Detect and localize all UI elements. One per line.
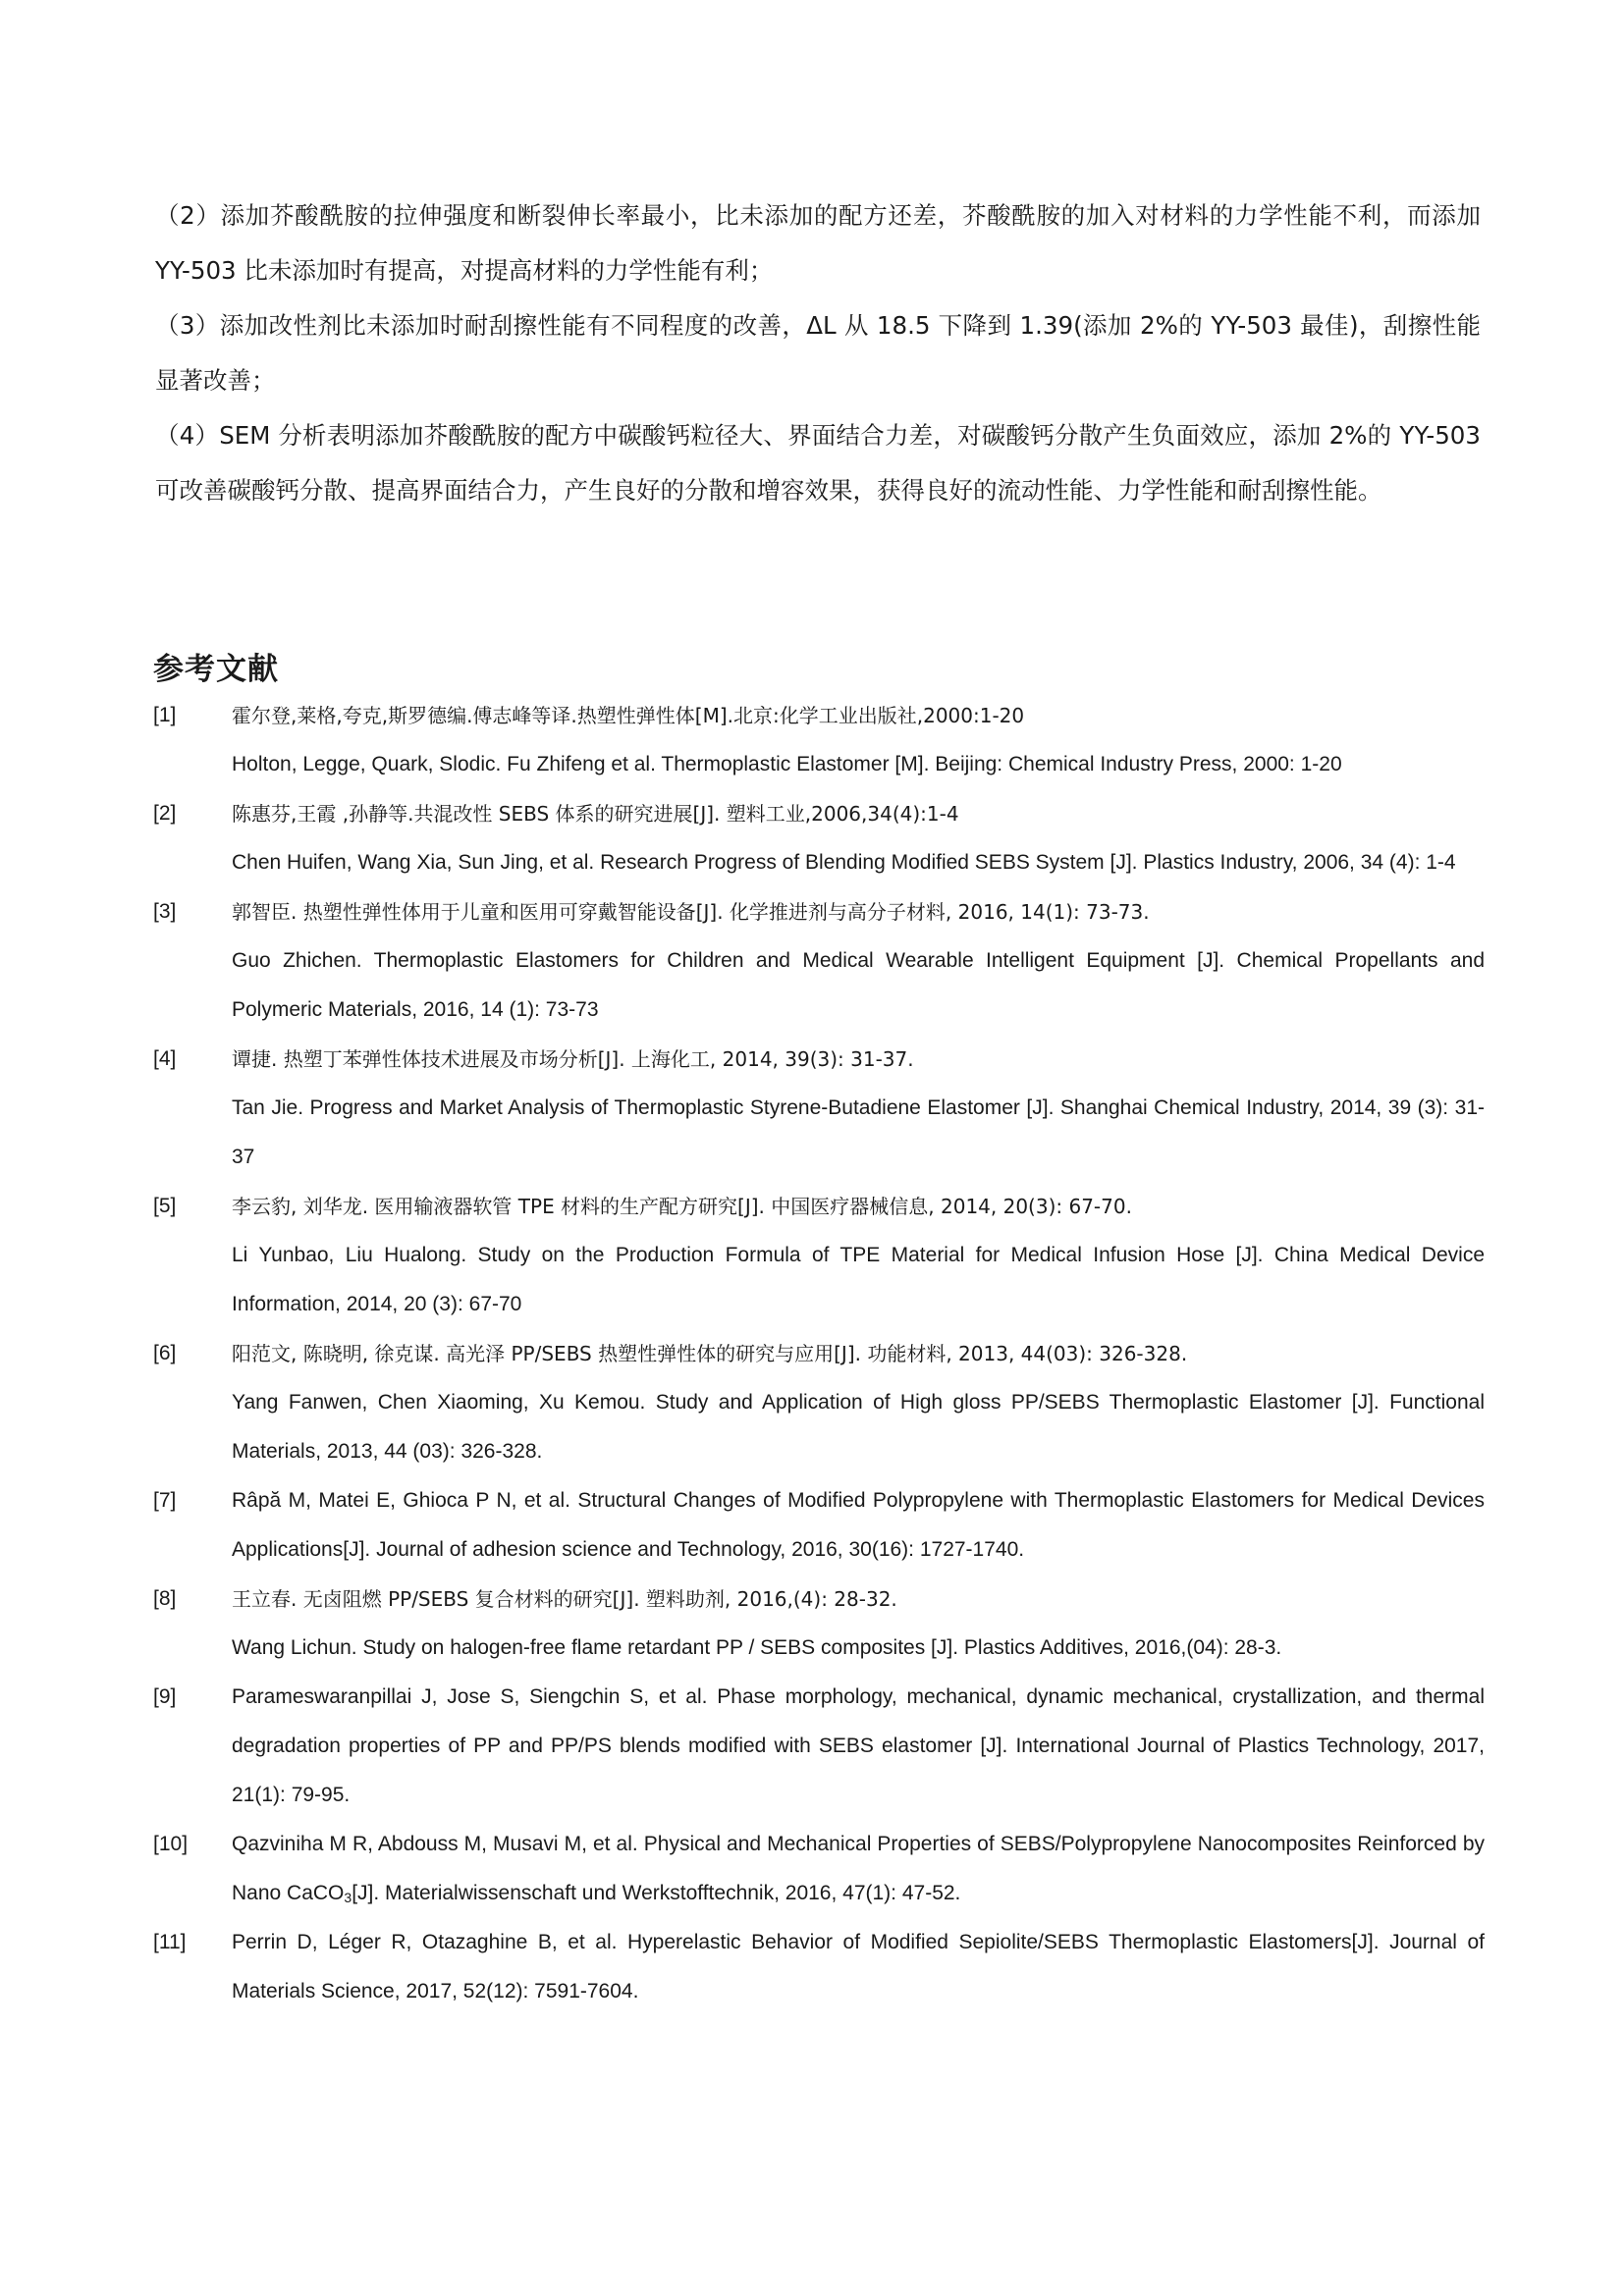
reference-en-main: Qazviniha M R, Abdouss M, Musavi M, et al. Physical and Mechanical Properties of SEBS/Polypropylene Nanocomposites Reinforced by Nano CaCO	[232, 1833, 1485, 1904]
conclusion-item-4: （4）SEM 分析表明添加芥酸酰胺的配方中碳酸钙粒径大、界面结合力差，对碳酸钙分散产生负面效应，添加 2%的 YY-503 可改善碳酸钙分散、提高界面结合力，产生良好的分散和增容效果，获得良好的流动性能、力学性能和耐刮擦性能。	[155, 421, 1481, 505]
reference-cn: 阳范文, 陈晓明, 徐克谋. 高光泽 PP/SEBS 热塑性弹性体的研究与应用[J]. 功能材料, 2013, 44(03): 326-328.	[232, 1342, 1188, 1365]
reference-item	[153, 1918, 1485, 2016]
reference-item	[153, 1329, 1485, 1476]
reference-number: [2]	[153, 802, 177, 825]
reference-en: Parameswaranpillai J, Jose S, Siengchin S, et al. Phase morphology, mechanical, dynamic mechanical, crystallization, and thermal degradation properties of PP and PP/PS blends modified with SEBS elastomer [J]. International Journal of Plastics Technology, 2017, 21(1): 79-95.	[232, 1685, 1485, 1806]
reference-item	[153, 1476, 1485, 1575]
reference-number: [5]	[153, 1195, 177, 1217]
reference-item	[153, 887, 1485, 1035]
reference-item	[153, 1035, 1485, 1182]
reference-item	[153, 1673, 1485, 1820]
reference-en: Tan Jie. Progress and Market Analysis of Thermoplastic Styrene-Butadiene Elastomer [J]. Shanghai Chemical Industry, 2014, 39 (3): 31-37	[232, 1096, 1485, 1168]
references-heading: 参考文献	[153, 652, 279, 687]
reference-number: [8]	[153, 1587, 177, 1610]
reference-en: Holton, Legge, Quark, Slodic. Fu Zhifeng et al. Thermoplastic Elastomer [M]. Beijing: Chemical Industry Press, 2000: 1-20	[232, 753, 1342, 775]
reference-cn: 王立春. 无卤阻燃 PP/SEBS 复合材料的研究[J]. 塑料助剂, 2016,(4): 28-32.	[232, 1587, 897, 1611]
reference-en: Perrin D, Léger R, Otazaghine B, et al. Hyperelastic Behavior of Modified Sepiolite/SEBS Thermoplastic Elastomers[J]. Journal of Materials Science, 2017, 52(12): 7591-7604.	[232, 1931, 1485, 2002]
reference-en: Yang Fanwen, Chen Xiaoming, Xu Kemou. Study and Application of High gloss PP/SEBS Thermoplastic Elastomer [J]. Functional Materials, 2013, 44 (03): 326-328.	[232, 1391, 1485, 1463]
reference-number: [4]	[153, 1047, 177, 1070]
reference-number: [10]	[153, 1833, 189, 1855]
reference-cn: 霍尔登,莱格,夸克,斯罗德编.傅志峰等译.热塑性弹性体[M].北京:化学工业出版社,2000:1-20	[232, 704, 1025, 727]
reference-cn: 陈惠芬,王霞 ,孙静等.共混改性 SEBS 体系的研究进展[J]. 塑料工业,2006,34(4):1-4	[232, 802, 959, 826]
reference-number: [11]	[153, 1931, 187, 1953]
reference-number: [1]	[153, 704, 177, 726]
reference-item	[153, 1820, 1485, 1918]
conclusion-item-3: （3）添加改性剂比未添加时耐刮擦性能有不同程度的改善，ΔL 从 18.5 下降到 1.39(添加 2%的 YY-503 最佳)，刮擦性能显著改善；	[155, 311, 1481, 395]
reference-item	[153, 1575, 1485, 1673]
reference-en: Guo Zhichen. Thermoplastic Elastomers for Children and Medical Wearable Intelligent Equipment [J]. Chemical Propellants and Polymeric Materials, 2016, 14 (1): 73-73	[232, 949, 1485, 1021]
reference-number: [6]	[153, 1342, 177, 1364]
reference-cn: 谭捷. 热塑丁苯弹性体技术进展及市场分析[J]. 上海化工, 2014, 39(3): 31-37.	[232, 1047, 914, 1071]
reference-cn: 李云豹, 刘华龙. 医用输液器软管 TPE 材料的生产配方研究[J]. 中国医疗器械信息, 2014, 20(3): 67-70.	[232, 1195, 1132, 1218]
reference-en: Râpă M, Matei E, Ghioca P N, et al. Structural Changes of Modified Polypropylene with Thermoplastic Elastomers for Medical Devices Applications[J]. Journal of adhesion science and Technology, 2016, 30(16): 1727-1740.	[232, 1489, 1485, 1561]
conclusion-item-2: （2）添加芥酸酰胺的拉伸强度和断裂伸长率最小，比未添加的配方还差，芥酸酰胺的加入对材料的力学性能不利，而添加 YY-503 比未添加时有提高，对提高材料的力学性能有利；	[155, 201, 1481, 285]
reference-item	[153, 691, 1485, 789]
reference-number: [9]	[153, 1685, 177, 1708]
reference-item	[153, 789, 1485, 887]
reference-en: Li Yunbao, Liu Hualong. Study on the Production Formula of TPE Material for Medical Infusion Hose [J]. China Medical Device Information, 2014, 20 (3): 67-70	[232, 1244, 1485, 1315]
reference-number: [7]	[153, 1489, 177, 1512]
reference-en: Chen Huifen, Wang Xia, Sun Jing, et al. Research Progress of Blending Modified SEBS System [J]. Plastics Industry, 2006, 34 (4): 1-4	[232, 851, 1456, 874]
reference-cn: 郭智臣. 热塑性弹性体用于儿童和医用可穿戴智能设备[J]. 化学推进剂与高分子材料, 2016, 14(1): 73-73.	[232, 900, 1150, 924]
reference-number: [3]	[153, 900, 177, 923]
reference-en: Wang Lichun. Study on halogen-free flame retardant PP / SEBS composites [J]. Plastics Additives, 2016,(04): 28-3.	[232, 1636, 1282, 1659]
reference-en	[232, 1820, 1485, 1918]
subscript-3: 3	[344, 1890, 352, 1905]
references-list	[153, 691, 1485, 2016]
reference-item	[153, 1182, 1485, 1329]
reference-en-tail: [J]. Materialwissenschaft und Werkstofftechnik, 2016, 47(1): 47-52.	[352, 1882, 961, 1904]
